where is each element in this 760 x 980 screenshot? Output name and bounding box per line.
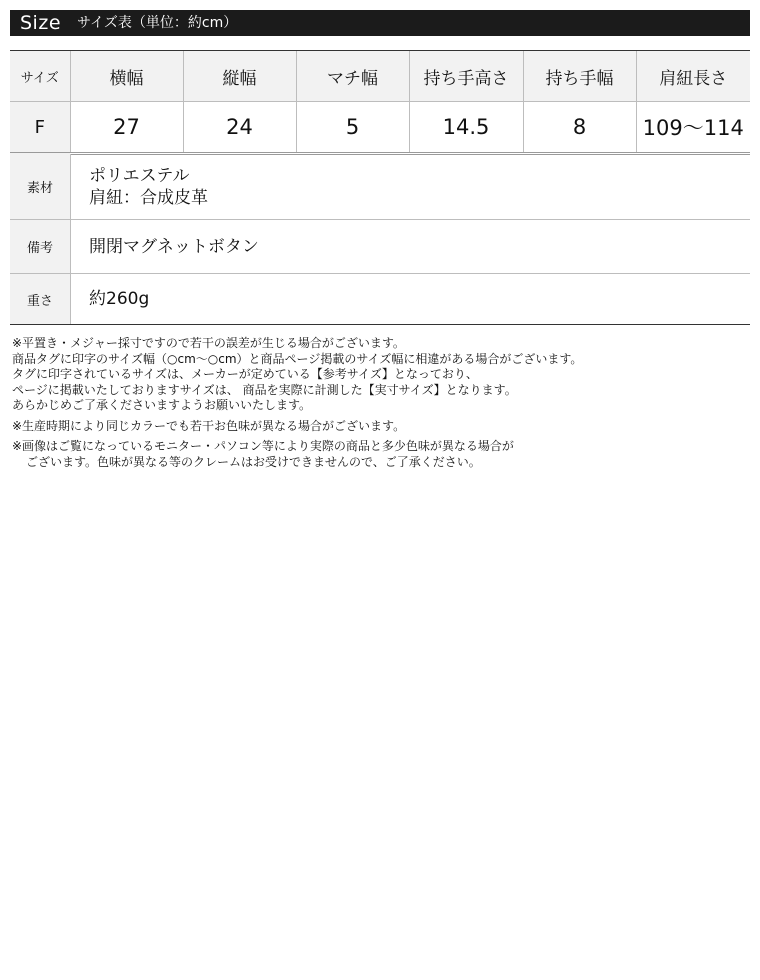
column-header-size: サイズ xyxy=(10,51,70,102)
size-header-bar xyxy=(10,10,750,36)
remarks-value: 開閉マグネットボタン xyxy=(71,220,751,274)
weight-label: 重さ xyxy=(10,274,71,325)
info-table xyxy=(10,154,750,325)
weight-value: 約260g xyxy=(71,274,751,325)
size-header-title: Size xyxy=(20,12,62,34)
table-row xyxy=(10,102,750,154)
material-label: 素材 xyxy=(10,154,71,220)
notes xyxy=(12,336,752,470)
size-table xyxy=(10,50,750,155)
material-line: ポリエステル xyxy=(89,165,190,186)
column-header-handle-height: 持ち手高さ xyxy=(409,51,523,102)
note-line: ※画像はご覧になっているモニター・パソコン等により実際の商品と多少色味が異なる場合が xyxy=(12,439,514,453)
column-header-handle-width: 持ち手幅 xyxy=(523,51,636,102)
cell-size: F xyxy=(10,102,70,154)
note-line: ※平置き・メジャー採寸ですので若干の誤差が生じる場合がございます。 xyxy=(12,336,405,350)
column-header-height: 縦幅 xyxy=(183,51,296,102)
cell-handle-width: 8 xyxy=(523,102,636,154)
info-row-weight xyxy=(10,274,750,325)
column-header-strap-length: 肩紐長さ xyxy=(636,51,750,102)
cell-gusset: 5 xyxy=(296,102,409,154)
info-row-material xyxy=(10,154,750,220)
material-value xyxy=(71,154,751,220)
size-header-subtitle: サイズ表（単位：約cm） xyxy=(77,15,238,31)
cell-height: 24 xyxy=(183,102,296,154)
note-line: ※生産時期により同じカラーでも若干お色味が異なる場合がございます。 xyxy=(12,418,406,433)
remarks-label: 備考 xyxy=(10,220,71,274)
note-line: タグに印字されているサイズは、メーカーが定めている【参考サイズ】となっており、 xyxy=(12,367,478,381)
note-line: ページに掲載いたしておりますサイズは、 商品を実際に計測した【実寸サイズ】となります。 xyxy=(12,382,517,397)
column-header-gusset: マチ幅 xyxy=(296,51,409,102)
note-line: あらかじめご了承くださいますようお願いいたします。 xyxy=(12,398,312,412)
info-row-remarks xyxy=(10,220,750,274)
material-line: 肩紐：合成皮革 xyxy=(89,187,208,208)
cell-handle-height: 14.5 xyxy=(409,102,523,154)
size-table-header-row xyxy=(10,51,750,102)
note-line: 商品タグに印字のサイズ幅（○cm〜○cm）と商品ページ掲載のサイズ幅に相違がある場合がございます。 xyxy=(12,351,583,366)
column-header-width: 横幅 xyxy=(70,51,183,102)
cell-strap-length: 109〜114 xyxy=(636,102,750,154)
cell-width: 27 xyxy=(70,102,183,154)
note-line: ございます。色味が異なる等のクレームはお受けできませんので、ご了承ください。 xyxy=(26,454,481,469)
